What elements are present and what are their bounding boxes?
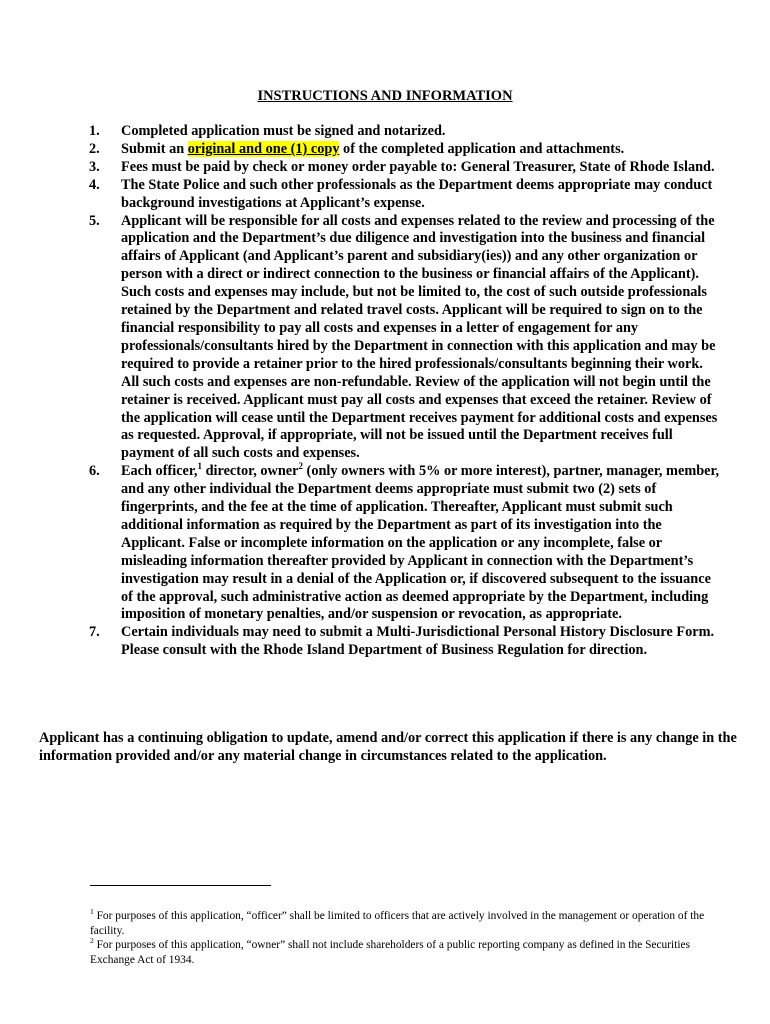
footnotes bbox=[90, 909, 730, 967]
item-number: 5. bbox=[89, 212, 100, 229]
item-text: Each officer, bbox=[121, 463, 198, 480]
list-item bbox=[80, 159, 720, 177]
item-number: 3. bbox=[89, 158, 100, 175]
footnote-divider bbox=[90, 885, 271, 886]
footnote bbox=[90, 909, 730, 938]
item-text: Submit an bbox=[121, 140, 188, 157]
list-item bbox=[80, 141, 720, 159]
item-text: Completed application must be signed and notarized. bbox=[121, 123, 446, 139]
footnote-mark: 2 bbox=[90, 936, 94, 946]
item-text: Certain individuals may need to submit a Multi-Jurisdictional Personal History Disclosure Form. Please consult with the Rhode Island Department of Business Regulation for direction. bbox=[121, 624, 715, 659]
footnote-text: For purposes of this application, “owner” shall not include shareholders of a public reporting company as defined in the Securities Exchange Act of 1934. bbox=[90, 939, 691, 966]
item-text: of the completed application and attachments. bbox=[339, 140, 625, 157]
list-item bbox=[80, 177, 720, 213]
item-number: 1. bbox=[89, 123, 100, 139]
list-item bbox=[80, 624, 720, 660]
item-text: The State Police and such other professionals as the Department deems appropriate may conduct background investigations at Applicant’s expense. bbox=[121, 176, 713, 211]
footnote-text: For purposes of this application, “officer” shall be limited to officers that are actively involved in the management or operation of the facility. bbox=[90, 910, 705, 937]
instruction-list bbox=[80, 123, 720, 660]
highlighted-text: original and one (1) copy bbox=[187, 140, 340, 157]
list-item bbox=[80, 123, 720, 141]
item-text: (only owners with 5% or more interest), partner, manager, member, and any other individual the Department deems appropriate must submit two (2) sets of fingerprints, and the fee at the time of application. Thereafter, Applicant must submit such additional information as required by the Department as part of its investigation into the Applicant. False or incomplete information on the application or any incomplete, false or misleading information thereafter provided by Applicant in connection with the Department’s investigation may result in a denial of the Application or, if discovered subsequent to the issuance of the approval, such administrative action as deemed appropriate by the Department, including imposition of monetary penalties, and/or suspension or revocation, as appropriate. bbox=[121, 463, 720, 623]
item-number: 6. bbox=[89, 463, 100, 480]
closing-paragraph: Applicant has a continuing obligation to update, amend and/or correct this application if there is any change in the information provided and/or any material change in circumstances related to the application. bbox=[39, 730, 737, 764]
item-text: Applicant will be responsible for all costs and expenses related to the review and processing of the application and the Department’s due diligence and investigation into the business and financial affairs of Applicant (and Applicant’s parent and subsidiary(ies)) and any other organization or person with a direct or indirect connection to the business or financial affairs of the Applicant). Such costs and expenses may include, but not be limited to, the cost of such outside professionals retained by the Department and related travel costs. Applicant will be required to sign on to the financial responsibility to pay all costs and expenses in a letter of engagement for any professionals/consultants hired by the Department in connection with this application and may be required to provide a retainer prior to the hired professionals/consultants beginning their work. All such costs and expenses are non-refundable. Review of the application will not begin until the retainer is received. Applicant must pay all costs and expenses that exceed the retainer. Review of the application will cease until the Department receives payment for additional costs and expenses as requested. Approval, if appropriate, will not be issued until the Department receives full payment of all such costs and expenses. bbox=[121, 212, 718, 462]
list-item bbox=[80, 213, 720, 464]
footnote-ref: 1 bbox=[197, 461, 202, 472]
footnote-ref: 2 bbox=[298, 461, 303, 472]
item-text: Fees must be paid by check or money order payable to: General Treasurer, State of Rhode Island. bbox=[121, 158, 715, 175]
list-item bbox=[80, 463, 720, 624]
item-number: 4. bbox=[89, 176, 100, 193]
item-text: director, owner bbox=[202, 463, 299, 480]
footnote-mark: 1 bbox=[90, 907, 94, 917]
item-number: 2. bbox=[89, 140, 100, 157]
footnote bbox=[90, 938, 730, 967]
page-title: INSTRUCTIONS AND INFORMATION bbox=[257, 88, 513, 104]
item-number: 7. bbox=[89, 624, 100, 641]
